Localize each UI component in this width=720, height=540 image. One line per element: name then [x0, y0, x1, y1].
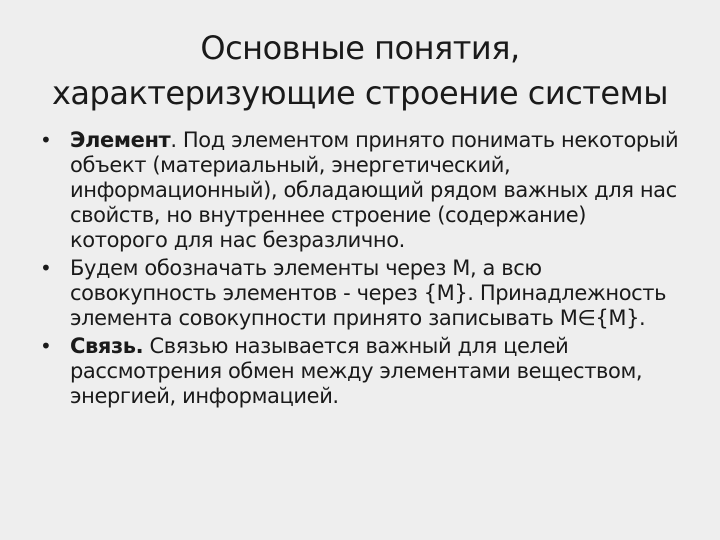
title-line-1: Основные понятия,	[200, 29, 520, 67]
bullet-dot-icon: •	[40, 128, 52, 152]
slide-title	[40, 26, 680, 116]
bullet-text-notation: Будем обозначать элементы через М, а всю совокупность элементов - через {М}. Принадлежность элемента совокупности принято записывать М∈{М}.	[70, 256, 667, 330]
bullet-dot-icon: •	[40, 334, 52, 358]
title-line-2: характеризующие строение системы	[51, 74, 669, 112]
bullet-item-link	[36, 334, 686, 409]
slide-content	[36, 128, 686, 412]
bullet-item-element	[36, 128, 686, 253]
bullet-dot-icon: •	[40, 256, 52, 280]
term-link: Связь.	[70, 334, 144, 358]
term-element: Элемент	[70, 128, 171, 152]
bullet-item-notation	[36, 256, 686, 331]
bullet-text-element: . Под элементом принято понимать некоторый объект (материальный, энергетический, информационный), обладающий рядом важных для нас свойств, но внутреннее строение (содержание) которого для нас безразлично.	[70, 128, 679, 252]
bullet-text-link: Связью называется важный для целей рассмотрения обмен между элементами веществом, энергией, информацией.	[70, 334, 643, 408]
bullet-list	[36, 128, 686, 409]
